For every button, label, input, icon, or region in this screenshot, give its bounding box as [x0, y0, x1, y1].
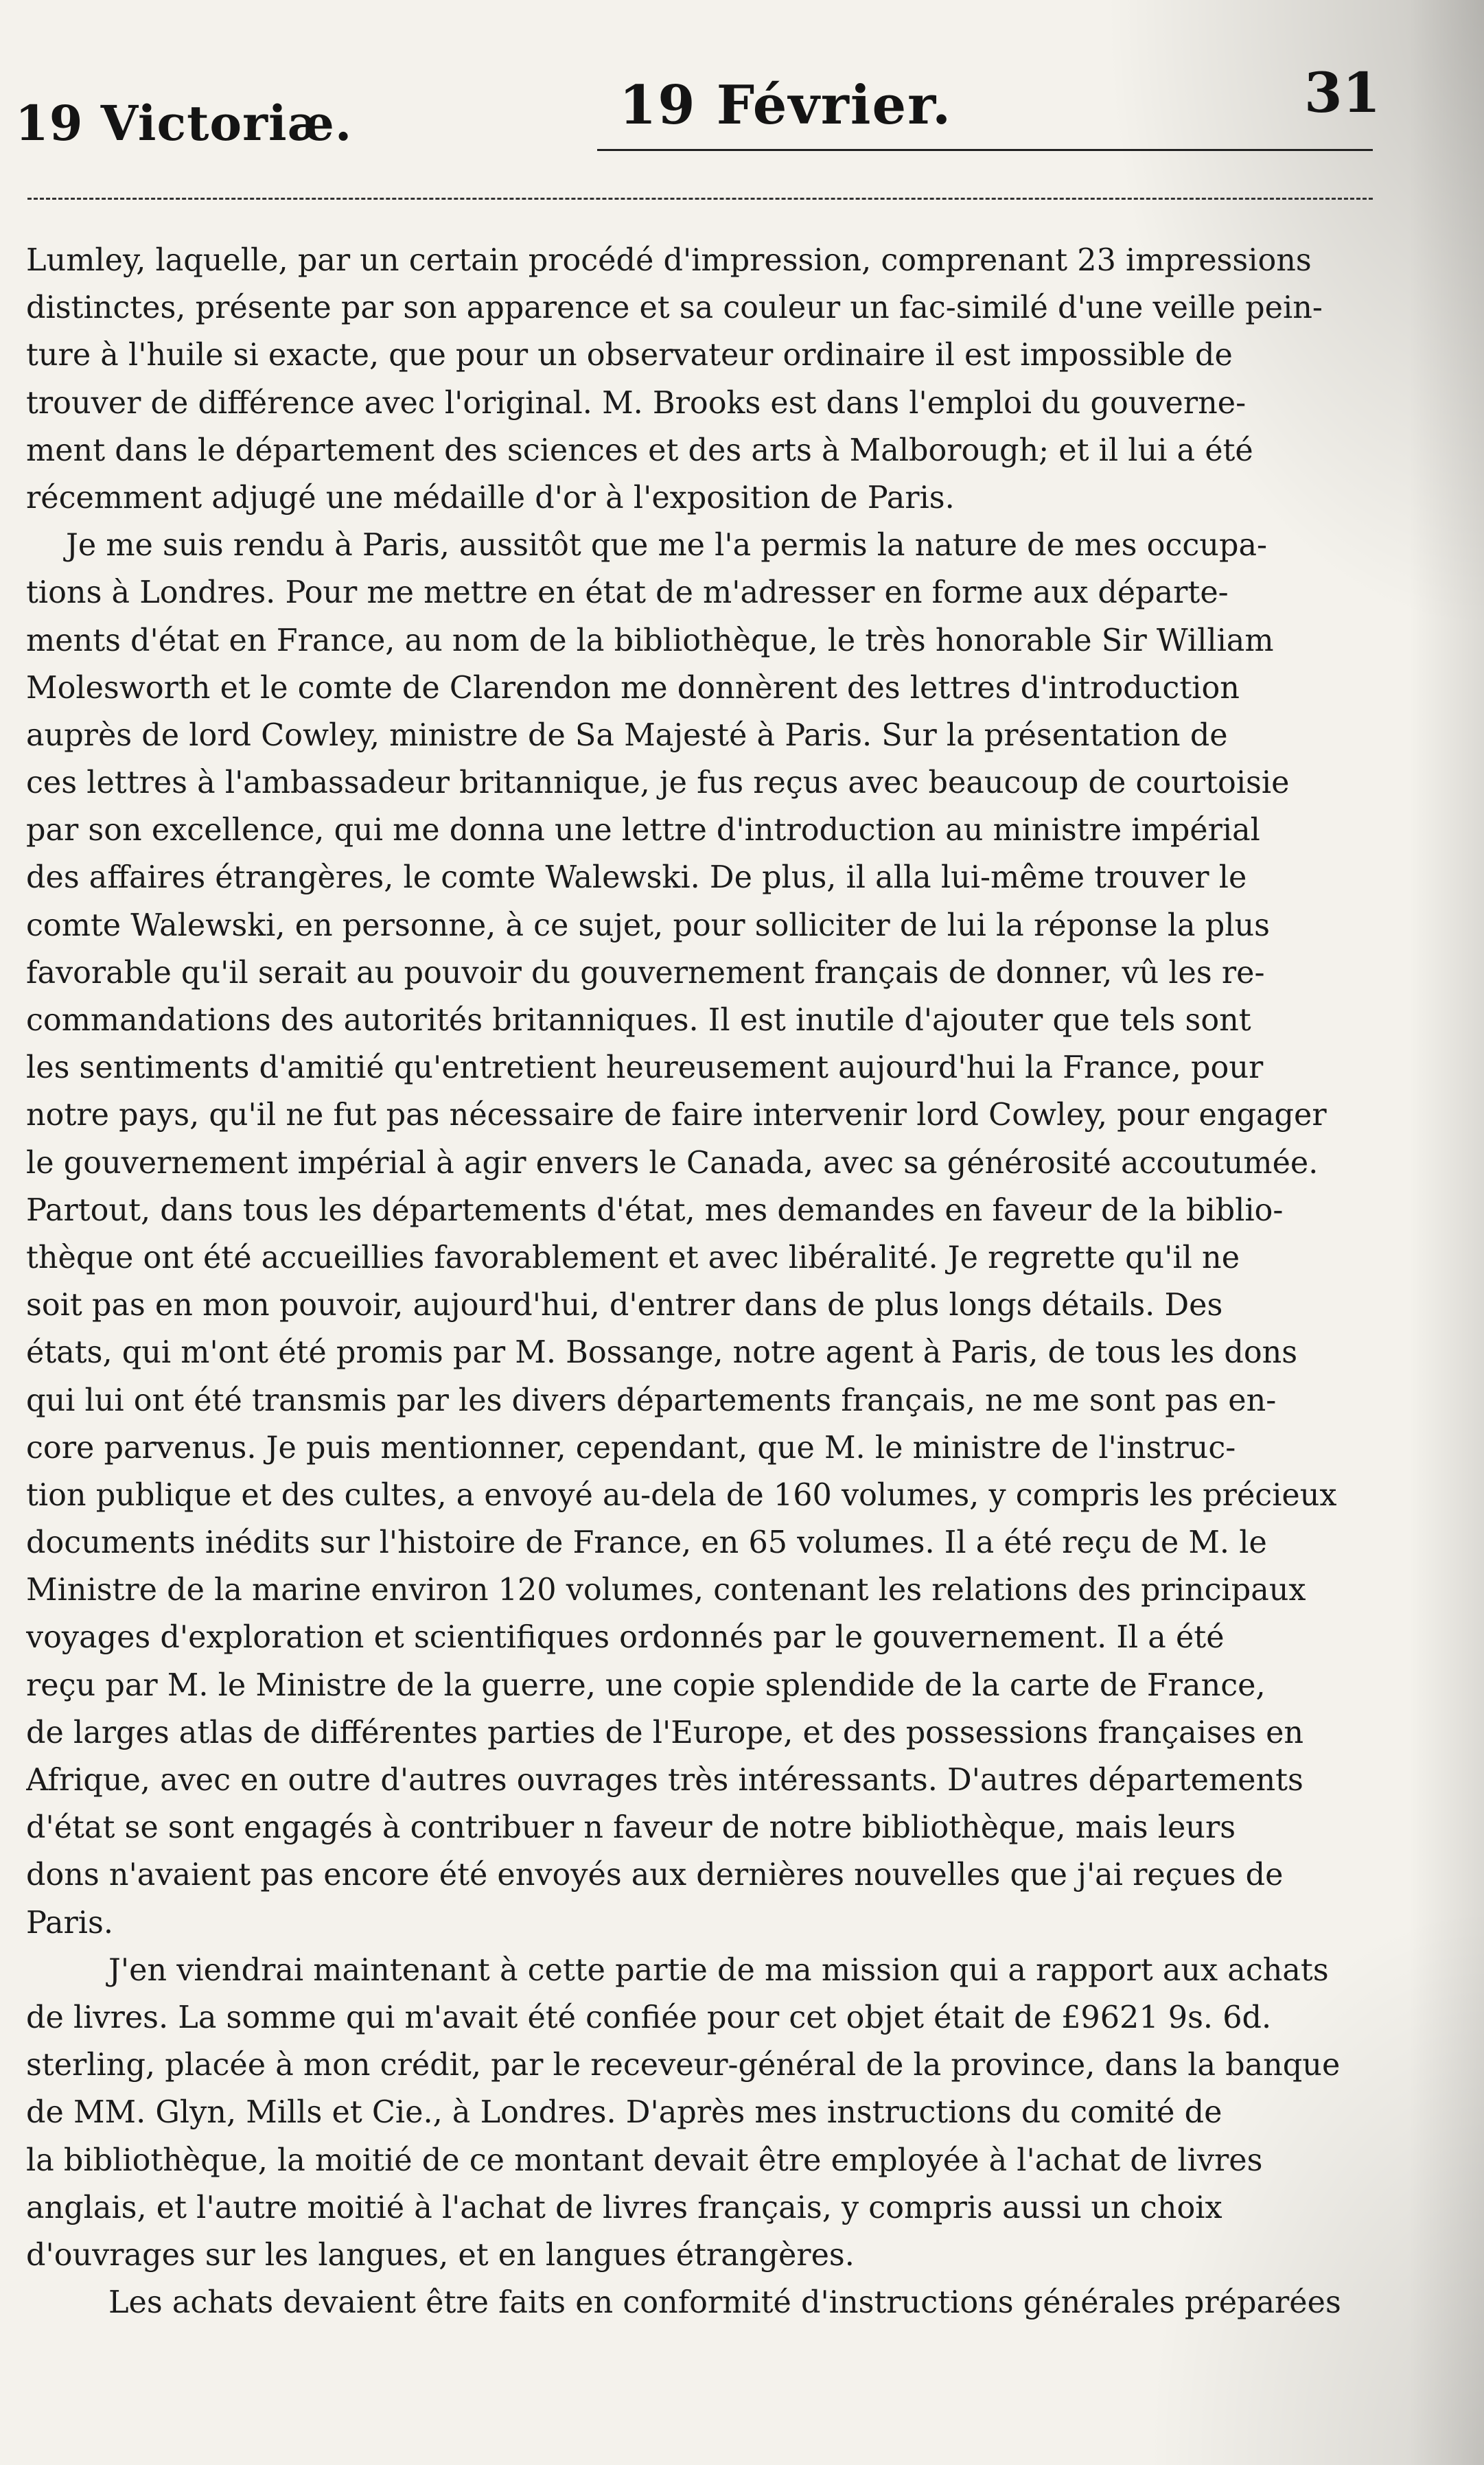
text-line: de MM. Glyn, Mills et Cie., à Londres. D'après mes instructions du comité de	[26, 2095, 1222, 2131]
text-line: J'en viendrai maintenant à cette partie de ma mission qui a rapport aux achats	[108, 1952, 1329, 1988]
header-dashed-rule	[27, 198, 1373, 200]
text-line: tions à Londres. Pour me mettre en état de m'adresser en forme aux départe-	[26, 575, 1229, 611]
body-text	[26, 237, 1426, 2326]
text-line: core parvenus. Je puis mentionner, cependant, que M. le ministre de l'instruc-	[26, 1430, 1236, 1466]
header-rule	[597, 149, 1373, 151]
text-line: ture à l'huile si exacte, que pour un observateur ordinaire il est impossible de	[26, 338, 1233, 373]
text-line: reçu par M. le Ministre de la guerre, une copie splendide de la carte de France,	[26, 1667, 1266, 1703]
text-line: anglais, et l'autre moitié à l'achat de livres français, y compris aussi un choix	[26, 2190, 1222, 2225]
text-line: thèque ont été accueillies favorablement et avec libéralité. Je regrette qu'il ne	[26, 1240, 1240, 1275]
text-line: la bibliothèque, la moitié de ce montant devait être employée à l'achat de livres	[26, 2142, 1263, 2178]
text-line: documents inédits sur l'histoire de France, en 65 volumes. Il a été reçu de M. le	[26, 1525, 1267, 1561]
header-date: 19 Février.	[619, 74, 953, 137]
text-line: Afrique, avec en outre d'autres ouvrages très intéressants. D'autres départements	[26, 1763, 1303, 1798]
text-line: notre pays, qu'il ne fut pas nécessaire de faire intervenir lord Cowley, pour engager	[26, 1098, 1327, 1133]
text-line: de livres. La somme qui m'avait été confiée pour cet objet était de £9621 9s. 6d.	[26, 2000, 1272, 2035]
text-line: ments d'état en France, au nom de la bibliothèque, le très honorable Sir William	[26, 623, 1274, 658]
header-regnal-year: 19 Victoriæ.	[15, 95, 353, 152]
text-line: Je me suis rendu à Paris, aussitôt que me l'a permis la nature de mes occupa-	[66, 528, 1268, 564]
text-line: tion publique et des cultes, a envoyé au-dela de 160 volumes, y compris les précieux	[26, 1477, 1337, 1513]
text-line: états, qui m'ont été promis par M. Bossange, notre agent à Paris, de tous les dons	[26, 1335, 1298, 1371]
text-line: Ministre de la marine environ 120 volumes, contenant les relations des principaux	[26, 1573, 1306, 1608]
text-line: auprès de lord Cowley, ministre de Sa Majesté à Paris. Sur la présentation de	[26, 717, 1228, 753]
text-line: les sentiments d'amitié qu'entretient heureusement aujourd'hui la France, pour	[26, 1050, 1264, 1086]
text-line: ces lettres à l'ambassadeur britannique, je fus reçus avec beaucoup de courtoisie	[26, 765, 1290, 801]
text-line: favorable qu'il serait au pouvoir du gouvernement français de donner, vû les re-	[26, 955, 1265, 991]
page-number: 31	[1304, 60, 1381, 125]
text-line: Paris.	[26, 1905, 113, 1941]
text-line: de larges atlas de différentes parties de l'Europe, et des possessions françaises en	[26, 1715, 1304, 1750]
text-line: commandations des autorités britanniques. Il est inutile d'ajouter que tels sont	[26, 1003, 1251, 1038]
text-line: d'état se sont engagés à contribuer n faveur de notre bibliothèque, mais leurs	[26, 1810, 1236, 1846]
text-line: des affaires étrangères, le comte Walewski. De plus, il alla lui-même trouver le	[26, 860, 1247, 896]
text-line: récemment adjugé une médaille d'or à l'exposition de Paris.	[26, 480, 955, 516]
text-line: d'ouvrages sur les langues, et en langues étrangères.	[26, 2237, 855, 2273]
text-line: voyages d'exploration et scientifiques ordonnés par le gouvernement. Il a été	[26, 1620, 1225, 1656]
text-line: Partout, dans tous les départements d'état, mes demandes en faveur de la biblio-	[26, 1192, 1284, 1228]
text-line: soit pas en mon pouvoir, aujourd'hui, d'entrer dans de plus longs détails. Des	[26, 1288, 1223, 1323]
text-line: Lumley, laquelle, par un certain procédé d'impression, comprenant 23 impressions	[26, 243, 1312, 278]
text-line: qui lui ont été transmis par les divers départements français, ne me sont pas en-	[26, 1382, 1277, 1418]
text-line: dons n'avaient pas encore été envoyés aux dernières nouvelles que j'ai reçues de	[26, 1858, 1284, 1893]
text-line: comte Walewski, en personne, à ce sujet, pour solliciter de lui la réponse la plus	[26, 907, 1270, 943]
page-header	[15, 60, 1381, 152]
text-line: par son excellence, qui me donna une lettre d'introduction au ministre impérial	[26, 813, 1260, 848]
text-line: Les achats devaient être faits en conformité d'instructions générales préparées	[108, 2285, 1341, 2321]
text-line: Molesworth et le comte de Clarendon me donnèrent des lettres d'introduction	[26, 670, 1240, 706]
text-line: ment dans le département des sciences et des arts à Malborough; et il lui a été	[26, 432, 1253, 468]
text-line: distinctes, présente par son apparence et sa couleur un fac-similé d'une veille pein-	[26, 290, 1323, 326]
text-line: le gouvernement impérial à agir envers le Canada, avec sa générosité accoutumée.	[26, 1145, 1319, 1181]
text-line: sterling, placée à mon crédit, par le receveur-général de la province, dans la banque	[26, 2048, 1341, 2083]
text-line: trouver de différence avec l'original. M. Brooks est dans l'emploi du gouverne-	[26, 385, 1247, 421]
